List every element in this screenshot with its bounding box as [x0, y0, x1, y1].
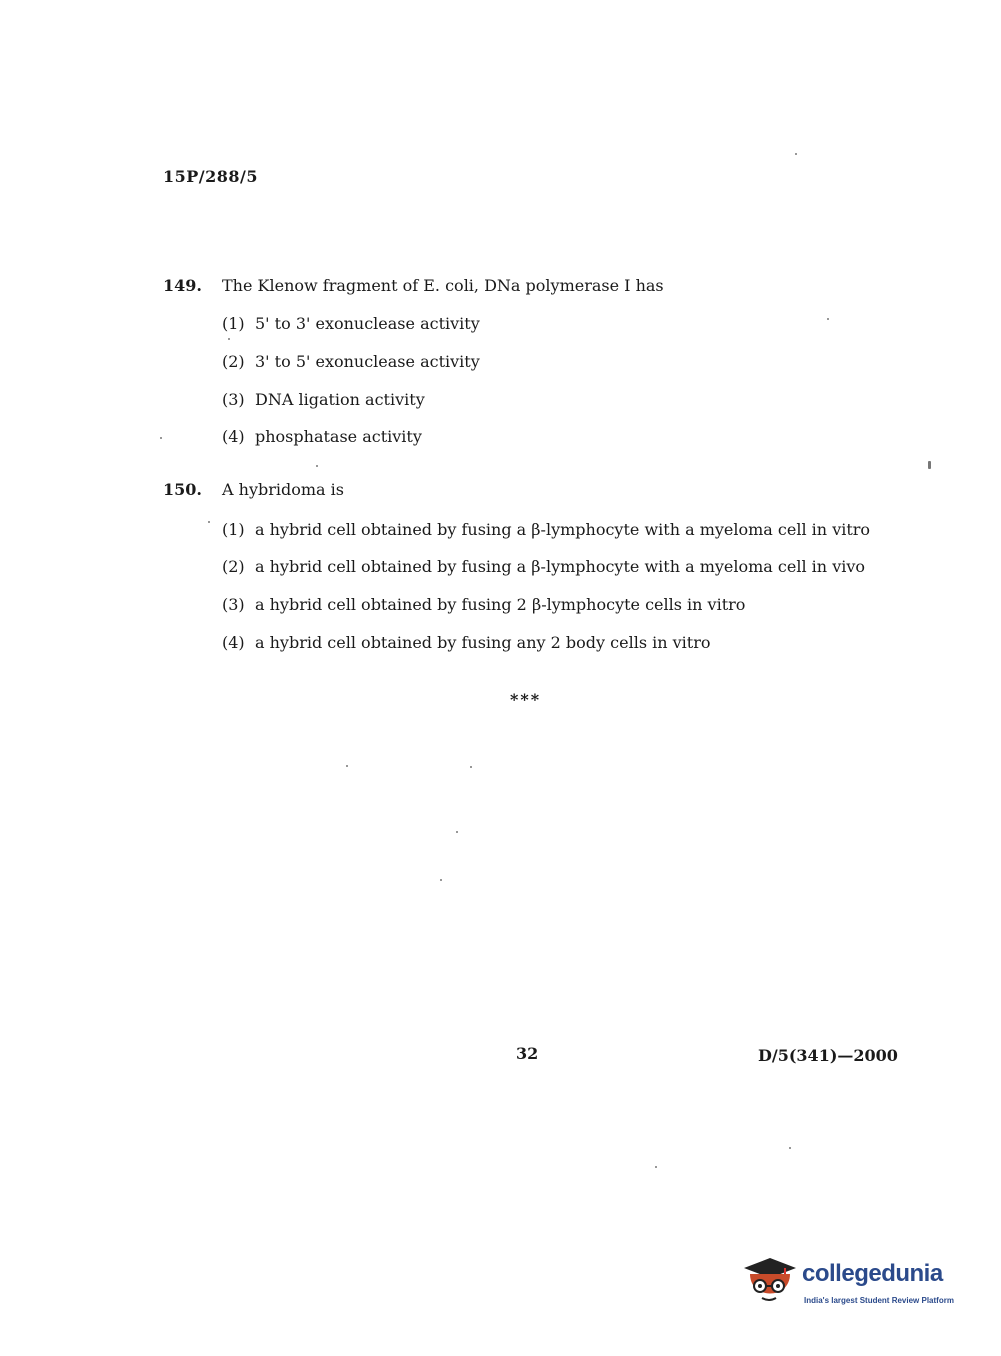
- option-number: (3): [222, 595, 245, 614]
- paper-code: 15P/288/5: [163, 167, 259, 186]
- option-number: (3): [222, 390, 245, 409]
- option-number: (1): [222, 520, 245, 539]
- scan-speck: [160, 437, 162, 439]
- print-code: D/5(341)—2000: [758, 1046, 898, 1065]
- scan-speck: [470, 766, 472, 768]
- option-text: a hybrid cell obtained by fusing a β-lymphocyte with a myeloma cell in vitro: [255, 520, 871, 539]
- scan-speck: [208, 521, 210, 523]
- option: [222, 557, 865, 576]
- option-number: (1): [222, 314, 245, 333]
- scan-speck: [228, 338, 230, 340]
- scan-speck: [316, 465, 318, 467]
- option: [222, 314, 480, 333]
- option: [222, 427, 422, 446]
- brand-name: collegedunia: [802, 1260, 943, 1287]
- scan-speck: [928, 461, 931, 469]
- option-text: a hybrid cell obtained by fusing a β-lymphocyte with a myeloma cell in vivo: [255, 557, 866, 576]
- question-text: A hybridoma is: [222, 480, 344, 499]
- brand-tagline: India's largest Student Review Platform: [804, 1296, 954, 1305]
- option: [222, 595, 745, 614]
- collegedunia-watermark: [740, 1252, 970, 1318]
- question-number: 149.: [163, 276, 202, 295]
- option-text: 5' to 3' exonuclease activity: [255, 314, 480, 333]
- option-text: DNA ligation activity: [255, 390, 425, 409]
- page-number: 32: [516, 1044, 539, 1063]
- option: [222, 352, 480, 371]
- scan-speck: [789, 1147, 791, 1149]
- scan-speck: [346, 765, 348, 767]
- option: [222, 520, 870, 539]
- end-marker: ***: [510, 690, 542, 709]
- option-text: a hybrid cell obtained by fusing any 2 body cells in vitro: [255, 633, 711, 652]
- scan-speck: [440, 879, 442, 881]
- option-number: (2): [222, 557, 245, 576]
- question-text: The Klenow fragment of E. coli, DNa polymerase I has: [222, 276, 664, 295]
- scan-speck: [827, 318, 829, 320]
- option-text: phosphatase activity: [255, 427, 422, 446]
- option-number: (4): [222, 633, 245, 652]
- option-text: 3' to 5' exonuclease activity: [255, 352, 480, 371]
- option-number: (2): [222, 352, 245, 371]
- option: [222, 390, 425, 409]
- scan-speck: [795, 153, 797, 155]
- question-number: 150.: [163, 480, 202, 499]
- option-text: a hybrid cell obtained by fusing 2 β-lymphocyte cells in vitro: [255, 595, 746, 614]
- student-mascot-icon: [740, 1252, 800, 1312]
- option-number: (4): [222, 427, 245, 446]
- scan-speck: [456, 831, 458, 833]
- scan-speck: [655, 1166, 657, 1168]
- option: [222, 633, 710, 652]
